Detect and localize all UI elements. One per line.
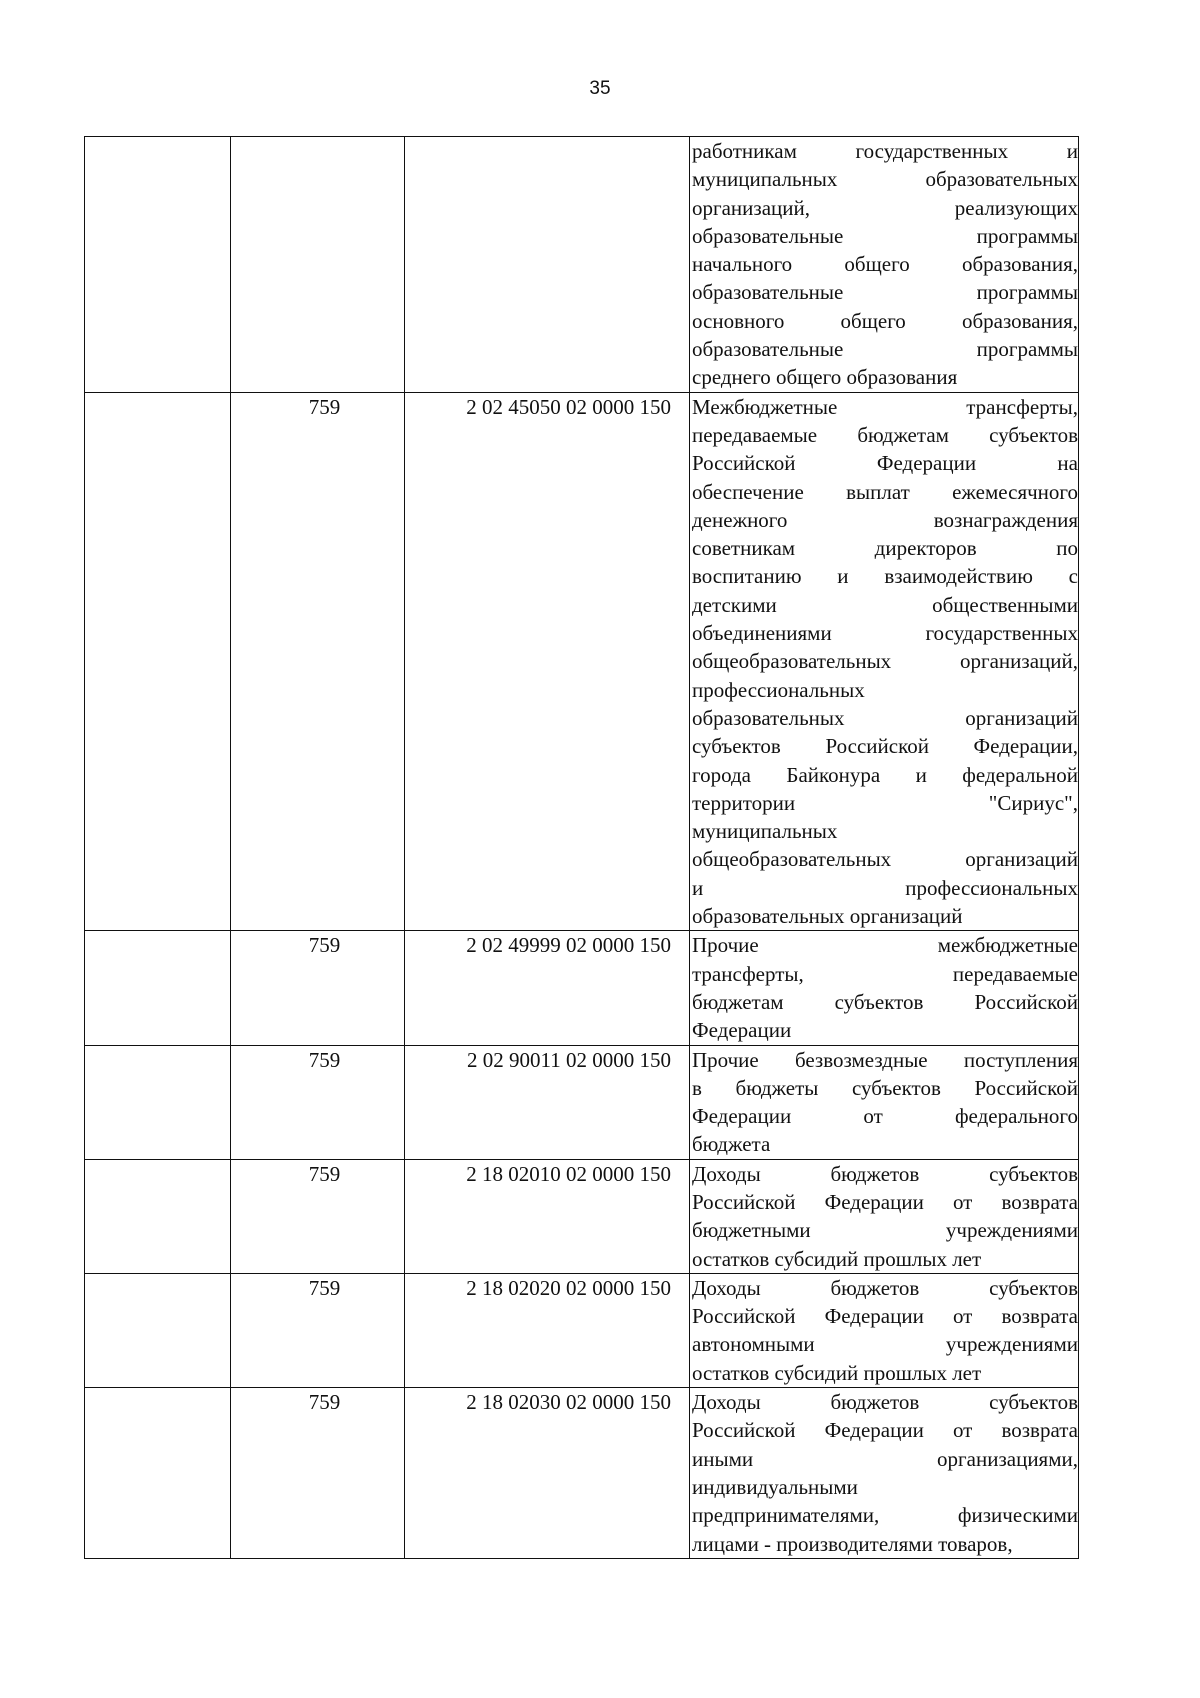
- description-line: иными организациями,: [692, 1446, 1078, 1471]
- description-line: города Байконура и федеральной: [692, 762, 1078, 787]
- table-row: [85, 1159, 1079, 1273]
- description-line: Федерации от федерального: [692, 1104, 1078, 1129]
- description-line: детскими общественными: [692, 592, 1078, 617]
- description-line: образовательных организаций: [692, 904, 963, 929]
- admin-code: 759: [308, 1047, 341, 1072]
- budget-code-cell: [405, 931, 690, 1045]
- description-line: образовательные программы: [692, 280, 1078, 305]
- empty-cell: [85, 931, 231, 1045]
- description-line: и профессиональных: [692, 875, 1078, 900]
- description-line: денежного вознаграждения: [692, 507, 1078, 532]
- description-line: Прочие безвозмездные поступления: [692, 1047, 1078, 1072]
- budget-code: 2 18 02030 02 0000 150: [466, 1390, 671, 1415]
- admin-code: 759: [308, 933, 341, 958]
- description-line: объединениями государственных: [692, 621, 1078, 646]
- description-line: трансферты, передаваемые: [692, 961, 1078, 986]
- description-line: передаваемые бюджетам субъектов: [692, 422, 1078, 447]
- description-line: территории "Сириус",: [692, 790, 1078, 815]
- admin-code-cell: [231, 1273, 405, 1387]
- description-line: в бюджеты субъектов Российской: [692, 1075, 1078, 1100]
- description-line: остатков субсидий прошлых лет: [692, 1360, 982, 1385]
- description-line: муниципальных: [692, 819, 838, 844]
- admin-code: 759: [308, 1161, 341, 1186]
- description-cell: [690, 1045, 1079, 1159]
- empty-cell: [85, 1273, 231, 1387]
- empty-cell: [85, 1045, 231, 1159]
- description-line: Межбюджетные трансферты,: [692, 394, 1078, 419]
- description-line: бюджета: [692, 1132, 771, 1157]
- budget-code-cell: [405, 137, 690, 393]
- admin-code: 759: [308, 1390, 341, 1415]
- description-line: общеобразовательных организаций,: [692, 649, 1078, 674]
- description-line: воспитанию и взаимодействию с: [692, 564, 1078, 589]
- description-line: бюджетам субъектов Российской: [692, 989, 1078, 1014]
- description-line: Доходы бюджетов субъектов: [692, 1390, 1078, 1415]
- description-line: среднего общего образования: [692, 365, 958, 390]
- budget-code: 2 02 90011 02 0000 150: [467, 1047, 671, 1072]
- description-line: начального общего образования,: [692, 252, 1078, 277]
- budget-code: 2 18 02020 02 0000 150: [466, 1275, 671, 1300]
- description-line: лицами - производителями товаров,: [692, 1531, 1013, 1556]
- description-line: профессиональных: [692, 677, 865, 702]
- table-row: [85, 1045, 1079, 1159]
- budget-code: 2 18 02010 02 0000 150: [466, 1161, 671, 1186]
- description-line: Российской Федерации на: [692, 451, 1078, 476]
- description-line: советникам директоров по: [692, 536, 1078, 561]
- admin-code-cell: [231, 1045, 405, 1159]
- description-line: Доходы бюджетов субъектов: [692, 1161, 1078, 1186]
- table-row: [85, 931, 1079, 1045]
- budget-code-cell: [405, 1159, 690, 1273]
- description-line: муниципальных образовательных: [692, 167, 1078, 192]
- budget-code-cell: [405, 1045, 690, 1159]
- admin-code: 759: [308, 1275, 341, 1300]
- description-cell: [690, 931, 1079, 1045]
- revenue-codes-table: [84, 136, 1079, 1559]
- empty-cell: [85, 1388, 231, 1559]
- empty-cell: [85, 1159, 231, 1273]
- admin-code-cell: [231, 392, 405, 931]
- description-line: Российской Федерации от возврата: [692, 1304, 1078, 1329]
- description-line: предпринимателями, физическими: [692, 1503, 1078, 1528]
- description-cell: [690, 1388, 1079, 1559]
- description-line: организаций, реализующих: [692, 195, 1078, 220]
- description-line: индивидуальными: [692, 1474, 858, 1499]
- description-line: субъектов Российской Федерации,: [692, 734, 1078, 759]
- admin-code-cell: [231, 137, 405, 393]
- description-line: остатков субсидий прошлых лет: [692, 1246, 982, 1271]
- table-row: [85, 392, 1079, 931]
- description-line: основного общего образования,: [692, 308, 1078, 333]
- empty-cell: [85, 137, 231, 393]
- description-line: Федерации: [692, 1018, 792, 1043]
- admin-code: 759: [308, 394, 341, 419]
- description-cell: [690, 1159, 1079, 1273]
- description-cell: [690, 137, 1079, 393]
- budget-code-cell: [405, 1388, 690, 1559]
- table-row: [85, 1273, 1079, 1387]
- admin-code-cell: [231, 1159, 405, 1273]
- description-line: Российской Федерации от возврата: [692, 1189, 1078, 1214]
- budget-code-cell: [405, 1273, 690, 1387]
- budget-code: 2 02 49999 02 0000 150: [466, 933, 671, 958]
- budget-code: 2 02 45050 02 0000 150: [466, 394, 671, 419]
- admin-code-cell: [231, 1388, 405, 1559]
- description-cell: [690, 392, 1079, 931]
- description-line: общеобразовательных организаций: [692, 847, 1078, 872]
- description-line: Прочие межбюджетные: [692, 933, 1078, 958]
- description-line: образовательные программы: [692, 337, 1078, 362]
- description-line: образовательных организаций: [692, 705, 1078, 730]
- description-line: работникам государственных и: [692, 139, 1078, 163]
- table-row: [85, 1388, 1079, 1559]
- table-row: [85, 137, 1079, 393]
- description-line: обеспечение выплат ежемесячного: [692, 479, 1078, 504]
- description-line: Российской Федерации от возврата: [692, 1418, 1078, 1443]
- page-number: 35: [589, 78, 611, 99]
- description-cell: [690, 1273, 1079, 1387]
- table-body: [85, 137, 1079, 1559]
- empty-cell: [85, 392, 231, 931]
- description-line: бюджетными учреждениями: [692, 1218, 1078, 1243]
- description-line: Доходы бюджетов субъектов: [692, 1275, 1078, 1300]
- admin-code-cell: [231, 931, 405, 1045]
- budget-code-cell: [405, 392, 690, 931]
- description-line: образовательные программы: [692, 223, 1078, 248]
- description-line: автономными учреждениями: [692, 1332, 1078, 1357]
